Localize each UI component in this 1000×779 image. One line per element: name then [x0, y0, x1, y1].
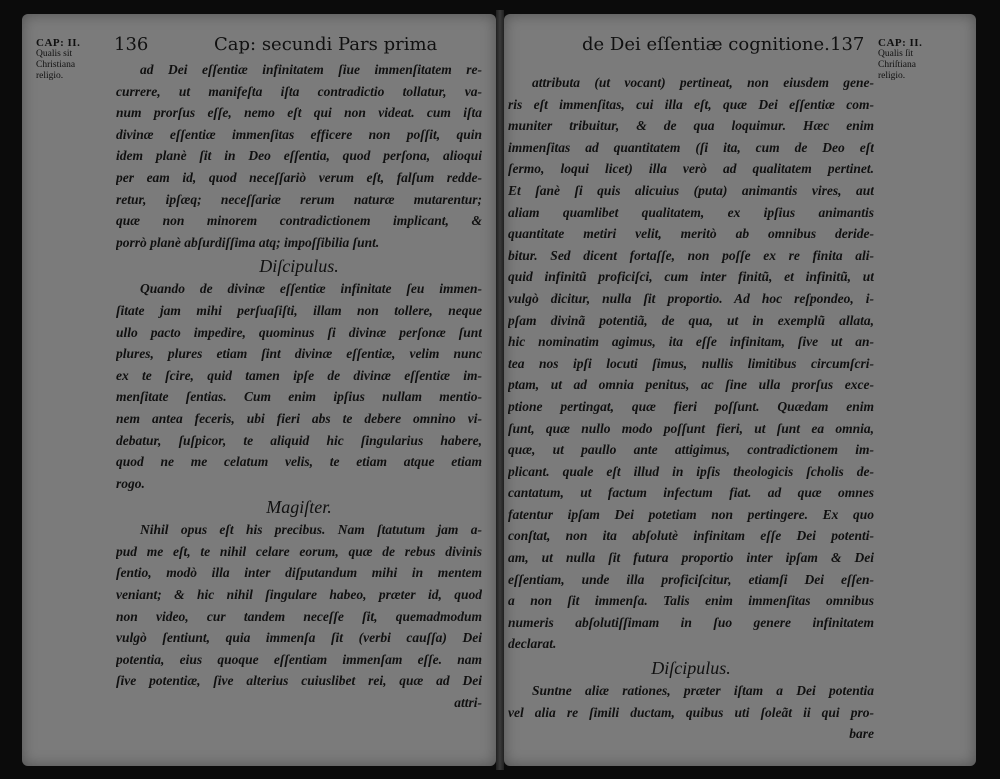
text-line: ſive potentiæ, ſive alterius cuiuslibet rei, quæ ad Dei — [116, 673, 482, 689]
text-line: Nihil opus eſt his precibus. Nam ſtatutum jam a- — [140, 522, 482, 538]
text-line: ſentio, modò illa inter diſputandum mihi in mentem — [116, 565, 482, 581]
text-line: idem planè ſit in Deo eſſentia, quod perſona, alioqui — [116, 148, 482, 164]
text-line: non video, cur tandem neceſſe ſit, quemadmodum — [116, 608, 482, 624]
left-page-number: 136 — [114, 34, 149, 55]
text-line: plures, plures etiam ſint divinæ eſſentiæ, velim nunc — [116, 346, 482, 362]
left-margin-note — [36, 38, 98, 82]
text-line: Quando de divinæ eſſentiæ infinitate ſeu immen- — [140, 281, 482, 297]
text-line: conſtat, non ita abſolutè infinitam eſſe Dei potenti- — [508, 528, 874, 544]
section-heading: Diſcipulus. — [259, 256, 339, 277]
text-line: eſſentiam, unde illa proficiſcitur, etiamſi Dei eſſen- — [508, 571, 874, 587]
text-line: bitur. Sed dicent fortaſſe, non poſſe ex re finita ali- — [508, 247, 874, 263]
left-margin-line: Christiana — [36, 60, 76, 70]
text-line: ris eſt immenſitas, cui illa eſt, quæ Dei eſſentiæ com- — [508, 96, 874, 112]
text-line: attri- — [454, 695, 482, 711]
right-page — [504, 14, 976, 766]
book-gutter — [496, 10, 504, 770]
text-line: nem antea feceris, ubi fieri abs te debere omnino vi- — [116, 410, 482, 426]
text-line: ptione pertingat, quæ fieri poſſunt. Quædam enim — [508, 398, 874, 414]
text-line: potentia, eius quoque eſſentiam immenſam eſſe. nam — [116, 651, 482, 667]
right-margin-line: Chriſtiana — [878, 60, 916, 70]
text-line: porrò planè abſurdiſſima atq; impoſſibilia ſunt. — [116, 234, 380, 250]
right-margin-chapter: CAP: II. — [878, 37, 923, 49]
text-line: currere, ut manifeſta iſta contradictio tollatur, va- — [116, 83, 482, 99]
text-line: ſitate jam mihi perſuaſiſti, illam non tollere, neque — [116, 302, 482, 318]
text-line: vel alia re ſimili ductam, quibus uti ſoleãt ii qui pro- — [508, 704, 874, 720]
text-line: hic nominatim agimus, ita eſſe infinitam, ſive ut an- — [508, 334, 874, 350]
left-margin-line: Qualis sit — [36, 49, 73, 59]
text-line: declarat. — [508, 636, 557, 652]
text-line: bare — [849, 726, 874, 742]
text-line: menſitate ſentias. Cum enim ipſius nullam mentio- — [116, 389, 482, 405]
text-line: Suntne aliæ rationes, præter iſtam a Dei potentia — [532, 683, 874, 699]
right-body-text — [508, 72, 874, 745]
left-body-text — [116, 59, 482, 714]
text-line: tea nos ipſi locuti ſimus, nullis limitibus circumſcri- — [508, 355, 874, 371]
text-line: ullo pacto impedire, quominus ſi divinæ perſonæ ſunt — [116, 324, 482, 340]
text-line: retur, ipſæq; neceſſariæ rerum naturæ mutarentur; — [116, 191, 482, 207]
text-line: a non ſit immenſa. Talis enim immenſitas omnibus — [508, 593, 874, 609]
text-line: quod ne me celatum velis, te etiam atque etiam — [116, 454, 482, 470]
right-margin-line: Qualis ſit — [878, 49, 914, 59]
text-line: ad Dei eſſentiæ infinitatem ſiue immenſitatem re- — [140, 62, 482, 77]
text-line: ex te ſcire, quid tamen ipſe de divinæ eſſentiæ im- — [116, 367, 482, 383]
text-line: quæ non minorem contradictionem implicant, & — [116, 213, 482, 229]
text-line: ſermo, loqui licet) illa verò ad qualitatem pertinet. — [508, 161, 874, 177]
right-page-number: 137 — [830, 34, 865, 55]
text-line: cantatum, ut factum infectum fiat. ad quæ omnes — [508, 485, 874, 501]
text-line: pſam divinã potentiã, de qua, ut in exemplũ allata, — [508, 312, 874, 328]
text-line: attributa (ut vocant) pertineat, non eiusdem gene- — [532, 75, 874, 90]
right-margin-note — [878, 38, 948, 82]
text-line: quantitate metiri velit, meritò ab omnibus deride- — [508, 226, 874, 242]
text-line: veniant; & hic nihil ſingulare habeo, præter id, quod — [116, 587, 482, 603]
text-line: plicant. quale eſt illud in ipſis theologicis ſcholis de- — [508, 463, 874, 479]
text-line: numeris abſolutiſſimam in ſuo genere infinitatem — [508, 614, 874, 630]
text-line: per eam id, quod neceſſariò verum eſt, falſum redde- — [116, 169, 482, 185]
left-margin-chapter: CAP: II. — [36, 37, 81, 49]
text-line: ptam, ut ad omnia penitus, ac ſine ulla prorſus exce- — [508, 377, 874, 393]
text-line: pud me eſt, te nihil celare eorum, quæ de rebus divinis — [116, 543, 482, 559]
left-page — [22, 14, 496, 766]
section-heading: Magiſter. — [266, 497, 332, 518]
section-heading: Diſcipulus. — [651, 658, 731, 679]
text-line: aliam quamlibet qualitatem, ex ipſius animantis — [508, 204, 874, 220]
text-line: divinæ eſſentiæ immenſitas efficere non poſſit, quin — [116, 126, 482, 142]
text-line: muniter tribuitur, & de qua loquimur. Hæc enim — [508, 118, 874, 134]
text-line: num prorſus eſſe, nemo eſt qui non videat. cum iſta — [116, 105, 482, 121]
left-running-head: Cap: secundi Pars prima — [214, 34, 438, 55]
text-line: vulgò dicitur, nulla ſit proportio. Ad hoc reſpondeo, i- — [508, 290, 874, 306]
text-line: fatentur ipſam Dei potetiam non pertingere. Ex quo — [508, 506, 874, 522]
text-line: debatur, ſuſpicor, te aliquid hic ſingularius habere, — [116, 432, 482, 448]
text-line: ſunt, quæ nullo modo poſſunt fieri, ut ſunt ea omnia, — [508, 420, 874, 436]
text-line: immenſitas ad quantitatem (ſi ita, cum de Deo eſt — [508, 139, 874, 155]
right-margin-line: religio. — [878, 71, 906, 81]
text-line: vulgò ſentiunt, quia immenſa ſit (verbi cauſſa) Dei — [116, 630, 482, 646]
text-line: am, ut nulla ſit futura proportio inter ipſam & Dei — [508, 550, 874, 566]
text-line: quid infinitũ proficiſci, cum inter finitũ, et infinitũ, ut — [508, 269, 874, 285]
right-running-head: de Dei eſſentiæ cognitione. — [582, 34, 830, 55]
left-margin-line: religio. — [36, 71, 64, 81]
text-line: Et ſanè ſi quis alicuius (puta) animantis vires, aut — [508, 182, 874, 198]
text-line: quæ, ut paullo ante attigimus, contradictionem im- — [508, 442, 874, 458]
text-line: rogo. — [116, 475, 145, 491]
